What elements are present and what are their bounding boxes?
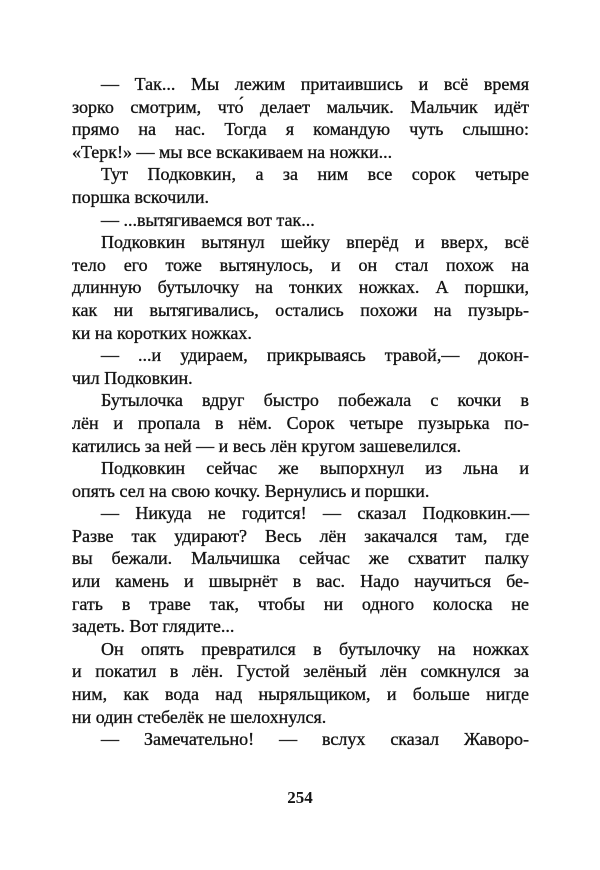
text-line: гать в траве так, чтобы ни одного колоска не <box>72 593 529 614</box>
paragraph <box>72 209 529 232</box>
text-line: поршка вскочили. <box>72 186 210 207</box>
text-line: прямо на нас. Тогда я командую чуть слышно: <box>72 119 529 140</box>
paragraph <box>72 389 529 457</box>
text-line: Подковкин вытянул шейку вперёд и вверх, всё <box>101 232 529 253</box>
text-line: опять сел на свою кочку. Вернулись и поршки. <box>72 480 430 501</box>
text-line: лён и пропала в нём. Сорок четыре пузырька по- <box>72 412 529 433</box>
paragraph <box>72 163 529 208</box>
text-line: — ...и удираем, прикрываясь травой,— докон- <box>101 345 529 366</box>
text-line: — Замечательно! — вслух сказал Жаворо- <box>101 729 529 750</box>
text-line: как ни вытягивались, остались похожи на пузырь- <box>72 299 529 320</box>
text-line: — ...вытягиваемся вот так... <box>101 209 315 230</box>
paragraph <box>72 638 529 728</box>
paragraph <box>72 728 529 751</box>
paragraph <box>72 73 529 163</box>
text-line: задеть. Вот глядите... <box>72 616 235 637</box>
text-line: катились за ней — и весь лён кругом зашевелился. <box>72 435 462 456</box>
text-line: ни один стебелёк не шелохнулся. <box>72 706 327 727</box>
text-line: вы бежали. Мальчишка сейчас же схватит палку <box>72 548 529 569</box>
text-line: — Никуда не годится! — сказал Подковкин.— <box>101 503 529 524</box>
text-line: Разве так удирают? Весь лён закачался там, где <box>72 525 529 546</box>
book-page-text <box>72 73 529 751</box>
text-line: ним, как вода над ныряльщиком, и больше нигде <box>72 684 529 705</box>
text-line: чил Подковкин. <box>72 367 193 388</box>
text-line: длинную бутылочку на тонких ножках. А поршки, <box>72 277 529 298</box>
text-line: Он опять превратился в бутылочку на ножках <box>101 638 529 659</box>
text-line: — Так... Мы лежим притаившись и всё время <box>101 74 529 94</box>
text-line: тело его тоже вытянулось, и он стал похож на <box>72 254 529 275</box>
text-line: или камень и швырнёт в вас. Надо научиться бе- <box>72 571 529 592</box>
text-line: зорко смотрим, что́ делает мальчик. Мальчик идёт <box>72 96 529 117</box>
paragraph <box>72 344 529 389</box>
text-line: ки на коротких ножках. <box>72 322 252 343</box>
paragraph <box>72 502 529 638</box>
text-line: Тут Подковкин, а за ним все сорок четыре <box>101 164 529 185</box>
text-line: и покатил в лён. Густой зелёный лён сомкнулся за <box>72 661 529 682</box>
text-line: Подковкин сейчас же выпорхнул из льна и <box>101 458 529 479</box>
paragraph <box>72 457 529 502</box>
paragraph <box>72 231 529 344</box>
text-line: «Терк!» — мы все вскакиваем на ножки... <box>72 141 393 162</box>
text-line: Бутылочка вдруг быстро побежала с кочки в <box>101 390 529 411</box>
page-number: 254 <box>287 788 313 807</box>
